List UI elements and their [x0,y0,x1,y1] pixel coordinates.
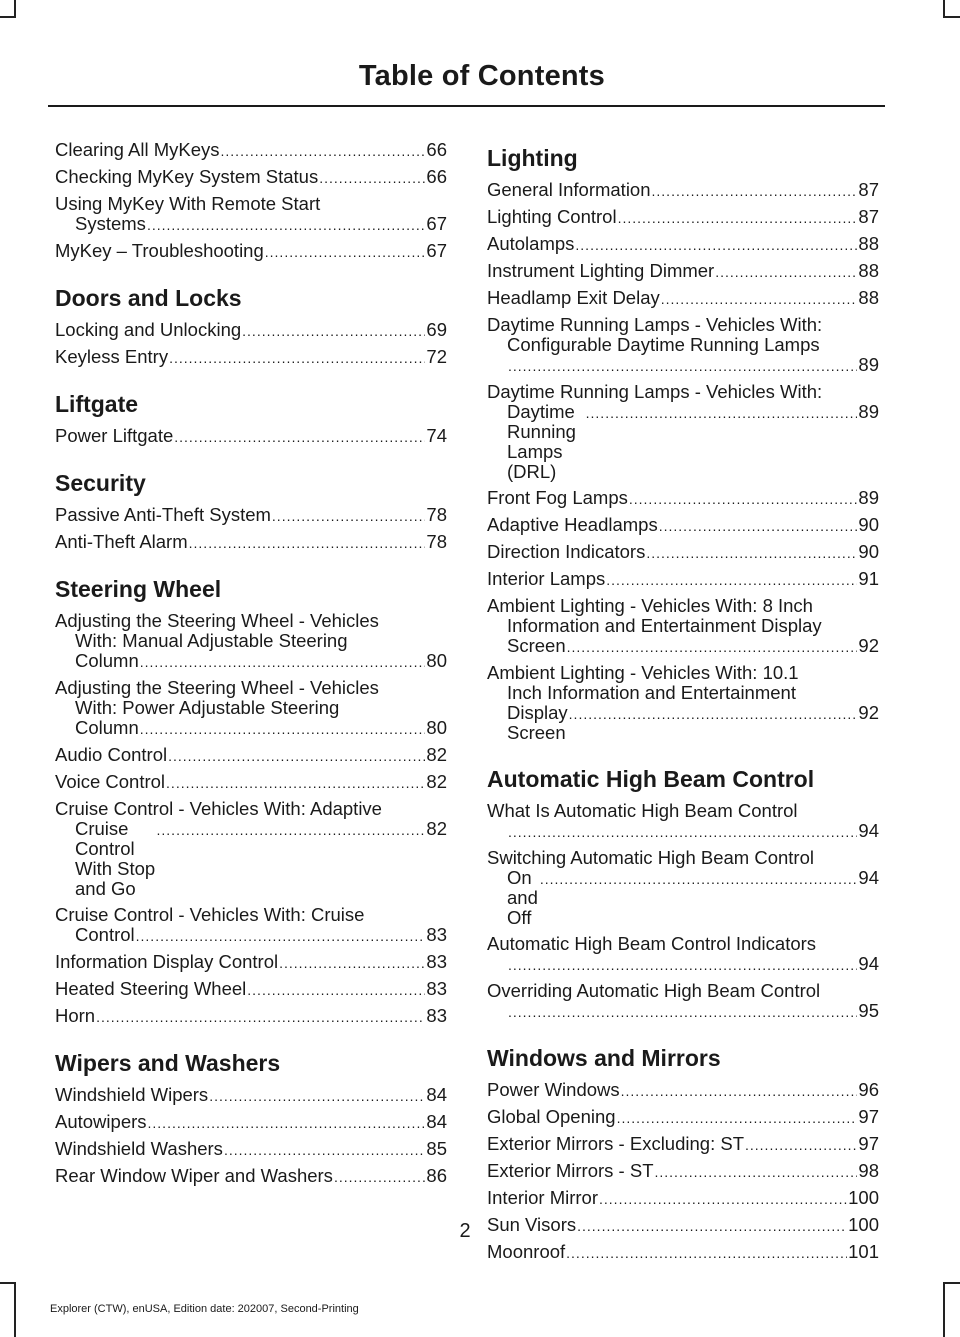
dot-leader [147,215,425,235]
toc-entry-title-line: Adjusting the Steering Wheel - Vehicles [55,677,379,698]
toc-entry[interactable] [487,207,879,228]
dot-leader [247,980,425,1000]
toc-entry[interactable] [55,167,447,188]
toc-entry-title-line: Ambient Lighting - Vehicles With: 8 Inch [487,595,813,616]
toc-entry-page: 89 [858,354,879,375]
dot-leader [334,1167,425,1187]
dot-leader [508,356,857,376]
toc-entry[interactable] [487,981,879,1022]
toc-entry-title-line: Cruise Control With Stop and Go [75,818,161,899]
toc-entry-title: Headlamp Exit Delay [487,287,660,308]
toc-entry-page: 87 [858,206,879,227]
toc-entry[interactable] [55,320,447,341]
toc-entry-page: 94 [858,867,879,888]
dot-leader [567,637,858,657]
dot-leader [508,955,857,975]
toc-entry-title: Moonroof [487,1241,566,1262]
toc-entry-title: Front Fog Lamps [487,487,628,508]
toc-entry-title-line: With: Manual Adjustable Steering [75,630,348,651]
crop-mark-bottom-left [14,1282,16,1337]
toc-entry[interactable] [487,1188,879,1209]
dot-leader [661,289,858,309]
toc-entry-page: 67 [426,240,447,261]
toc-entry-title-line: Control [75,924,135,945]
toc-entry-title-line: Switching Automatic High Beam Control [487,847,814,868]
dot-leader [224,1140,425,1160]
toc-entry-title-line: Daytime Running Lamps - Vehicles With: [487,314,823,335]
toc-entry-title-line: Daytime Running Lamps (DRL) [507,401,582,482]
dot-leader [140,652,426,672]
dot-leader [136,926,426,946]
toc-entry[interactable] [55,1166,447,1187]
dot-leader [575,235,857,255]
toc-entry-page: 82 [426,818,447,839]
toc-entry[interactable] [55,505,447,526]
toc-entry-page: 88 [858,287,879,308]
toc-entry[interactable] [487,801,879,842]
toc-entry-page: 82 [426,744,447,765]
toc-entry-page: 66 [426,166,447,187]
toc-entry[interactable] [487,234,879,255]
toc-entry-page: 83 [426,951,447,972]
toc-entry[interactable] [55,1006,447,1027]
toc-entry[interactable] [487,663,879,743]
toc-entry-page: 67 [426,213,447,234]
dot-leader [715,262,857,282]
toc-entry[interactable] [487,515,879,536]
toc-entry-title-line: Automatic High Beam Control Indicators [487,933,817,954]
toc-entry-page: 98 [858,1160,879,1181]
crop-mark-bottom-left-h [0,1282,16,1284]
page-number: 2 [459,1220,471,1242]
dot-leader [629,489,858,509]
toc-entry[interactable] [55,905,447,946]
toc-entry[interactable] [487,315,879,376]
crop-mark-top-left-h [0,16,16,18]
toc-entry-page: 89 [858,487,879,508]
toc-entry[interactable] [487,1161,879,1182]
toc-entry-page: 100 [848,1187,879,1208]
toc-entry[interactable] [487,180,879,201]
toc-entry-page: 100 [848,1214,879,1235]
toc-entry-page: 84 [426,1111,447,1132]
toc-entry[interactable] [487,1107,879,1128]
dot-leader [166,773,425,793]
dot-leader [319,168,425,188]
toc-entry-page: 78 [426,531,447,552]
dot-leader [221,141,426,161]
toc-entry[interactable] [487,596,879,657]
crop-mark-top-right-h [943,16,960,18]
toc-entry-title-line: Cruise Control - Vehicles With: Adaptive [55,798,382,819]
dot-leader [209,1086,425,1106]
toc-entry[interactable] [487,488,879,509]
section-heading: Liftgate [55,391,139,417]
toc-entry-title: Interior Lamps [487,568,606,589]
toc-entry-page: 83 [426,924,447,945]
toc-entry-title: Global Opening [487,1106,616,1127]
toc-entry-page: 80 [426,650,447,671]
dot-leader [272,506,426,526]
toc-entry-title: Audio Control [55,744,168,765]
dot-leader [279,953,425,973]
dot-leader [606,570,857,590]
toc-entry[interactable] [487,261,879,282]
toc-entry-title: MyKey – Troubleshooting [55,240,264,261]
toc-right-column [487,140,879,1269]
toc-entry[interactable] [55,745,447,766]
page-title: Table of Contents [358,60,605,92]
dot-leader [599,1189,847,1209]
header-rule [48,105,885,107]
section-heading: Automatic High Beam Control [487,766,815,792]
toc-entry-title: Autolamps [487,233,575,254]
toc-entry[interactable] [55,426,447,447]
toc-entry[interactable] [55,678,447,739]
toc-entry-page: 97 [858,1133,879,1154]
toc-entry-page: 78 [426,504,447,525]
toc-entry-page: 86 [426,1165,447,1186]
dot-leader [745,1135,857,1155]
dot-leader [646,543,857,563]
dot-leader [140,719,426,739]
toc-entry[interactable] [55,611,447,672]
section-heading: Lighting [487,145,578,171]
toc-entry-title: General Information [487,179,651,200]
toc-entry-title: Exterior Mirrors - Excluding: ST [487,1133,744,1154]
toc-entry-page: 96 [858,1079,879,1100]
toc-entry-page: 92 [858,702,879,723]
toc-entry-title: Keyless Entry [55,346,169,367]
toc-entry-title-line: Inch Information and Entertainment [507,682,796,703]
toc-entry-page: 91 [858,568,879,589]
toc-entry-title-line: Cruise Control - Vehicles With: Cruise [55,904,365,925]
toc-entry[interactable] [487,569,879,590]
toc-entry-page: 74 [426,425,447,446]
toc-entry-title-line: Systems [75,213,146,234]
toc-entry-title-line: Column [75,650,139,671]
toc-entry-page: 90 [858,514,879,535]
toc-entry[interactable] [55,1085,447,1106]
toc-entry-title: Windshield Washers [55,1138,223,1159]
toc-entry-page: 95 [858,1000,879,1021]
toc-entry[interactable] [55,979,447,1000]
toc-entry-title-line: Column [75,717,139,738]
toc-entry-page: 87 [858,179,879,200]
section-heading: Security [55,470,146,496]
toc-entry-title-line: Overriding Automatic High Beam Control [487,980,821,1001]
toc-entry-title-line: On and Off [507,867,544,928]
dot-leader [617,1108,858,1128]
toc-entry[interactable] [487,1134,879,1155]
toc-entry[interactable] [55,194,447,235]
toc-entry-title: Voice Control [55,771,166,792]
dot-leader [508,1002,857,1022]
toc-entry-page: 82 [426,771,447,792]
section-heading: Doors and Locks [55,285,242,311]
toc-entry[interactable] [487,1242,879,1263]
crop-mark-bottom-right [943,1282,945,1337]
dot-leader [189,533,426,553]
toc-entry-page: 90 [858,541,879,562]
dot-leader [96,1007,425,1027]
toc-entry[interactable] [487,382,879,482]
dot-leader [659,516,858,536]
section-heading: Steering Wheel [55,576,222,602]
toc-entry-title-line: Information and Entertainment Display [507,615,822,636]
toc-entry-page: 94 [858,820,879,841]
dot-leader [618,208,858,228]
toc-entry-title-line: Daytime Running Lamps - Vehicles With: [487,381,823,402]
toc-entry-page: 80 [426,717,447,738]
toc-entry[interactable] [487,542,879,563]
toc-entry-page: 101 [848,1241,879,1262]
toc-entry-page: 72 [426,346,447,367]
toc-entry-page: 83 [426,1005,447,1026]
crop-mark-bottom-right-h [943,1282,960,1284]
toc-entry-title: Interior Mirror [487,1187,599,1208]
toc-entry-title-line: Using MyKey With Remote Start [55,193,321,214]
toc-entry-title: Instrument Lighting Dimmer [487,260,715,281]
toc-entry[interactable] [487,288,879,309]
dot-leader [169,348,425,368]
dot-leader [168,746,425,766]
toc-entry[interactable] [55,241,447,262]
dot-leader [508,822,857,842]
toc-entry[interactable] [55,532,447,553]
toc-entry[interactable] [55,1112,447,1133]
dot-leader [157,820,426,840]
toc-entry-title-line: Ambient Lighting - Vehicles With: 10.1 [487,662,799,683]
section-heading: Wipers and Washers [55,1050,281,1076]
toc-entry-title: Anti-Theft Alarm [55,531,188,552]
toc-entry-page: 88 [858,260,879,281]
toc-entry-title: Direction Indicators [487,541,646,562]
toc-entry-title: Passive Anti-Theft System [55,504,271,525]
toc-entry-title: Exterior Mirrors - ST [487,1160,654,1181]
toc-entry-title: Power Liftgate [55,425,174,446]
toc-entry-title-line: Screen [507,635,566,656]
dot-leader [265,242,426,262]
toc-entry-title: Windshield Wipers [55,1084,209,1105]
toc-entry-page: 97 [858,1106,879,1127]
toc-entry-title: Information Display Control [55,951,279,972]
toc-entry-title: Power Windows [487,1079,620,1100]
toc-entry-page: 84 [426,1084,447,1105]
toc-entry-page: 94 [858,953,879,974]
toc-entry[interactable] [55,772,447,793]
toc-entry-title: Adaptive Headlamps [487,514,658,535]
toc-entry[interactable] [55,347,447,368]
toc-entry-title-line: Configurable Daytime Running Lamps [507,334,820,355]
toc-entry-page: 88 [858,233,879,254]
dot-leader [652,181,858,201]
footer-edition: Explorer (CTW), enUSA, Edition date: 202007, Second-Printing [50,1303,359,1315]
dot-leader [621,1081,858,1101]
toc-entry[interactable] [487,848,879,928]
section-heading: Windows and Mirrors [487,1045,721,1071]
toc-entry-title: Locking and Unlocking [55,319,242,340]
toc-entry-title: Lighting Control [487,206,617,227]
toc-entry[interactable] [487,1080,879,1101]
toc-entry-title-line: With: Power Adjustable Steering [75,697,340,718]
toc-entry-title: Horn [55,1005,96,1026]
toc-entry-page: 85 [426,1138,447,1159]
dot-leader [242,321,425,341]
toc-entry-title-line: What Is Automatic High Beam Control [487,800,798,821]
toc-entry-page: 69 [426,319,447,340]
toc-entry-title: Heated Steering Wheel [55,978,247,999]
toc-entry-title-line: Adjusting the Steering Wheel - Vehicles [55,610,379,631]
toc-entry-page: 92 [858,635,879,656]
dot-leader [566,1243,847,1263]
toc-entry-page: 89 [858,401,879,422]
dot-leader [174,427,425,447]
toc-entry-title: Sun Visors [487,1214,577,1235]
toc-entry-page: 66 [426,139,447,160]
toc-entry[interactable] [55,799,447,899]
dot-leader [655,1162,858,1182]
toc-entry-title: Clearing All MyKeys [55,139,220,160]
toc-entry[interactable] [55,952,447,973]
toc-left-column [55,140,447,1193]
toc-entry[interactable] [487,934,879,975]
dot-leader [148,1113,426,1133]
toc-entry-title-line: Display Screen [507,702,573,743]
toc-entry-title: Checking MyKey System Status [55,166,319,187]
dot-leader [540,869,858,889]
toc-entry-page: 83 [426,978,447,999]
toc-entry[interactable] [55,1139,447,1160]
toc-entry-title: Rear Window Wiper and Washers [55,1165,333,1186]
dot-leader [569,704,858,724]
toc-entry-title: Autowipers [55,1111,147,1132]
dot-leader [586,403,858,423]
toc-entry[interactable] [55,140,447,161]
